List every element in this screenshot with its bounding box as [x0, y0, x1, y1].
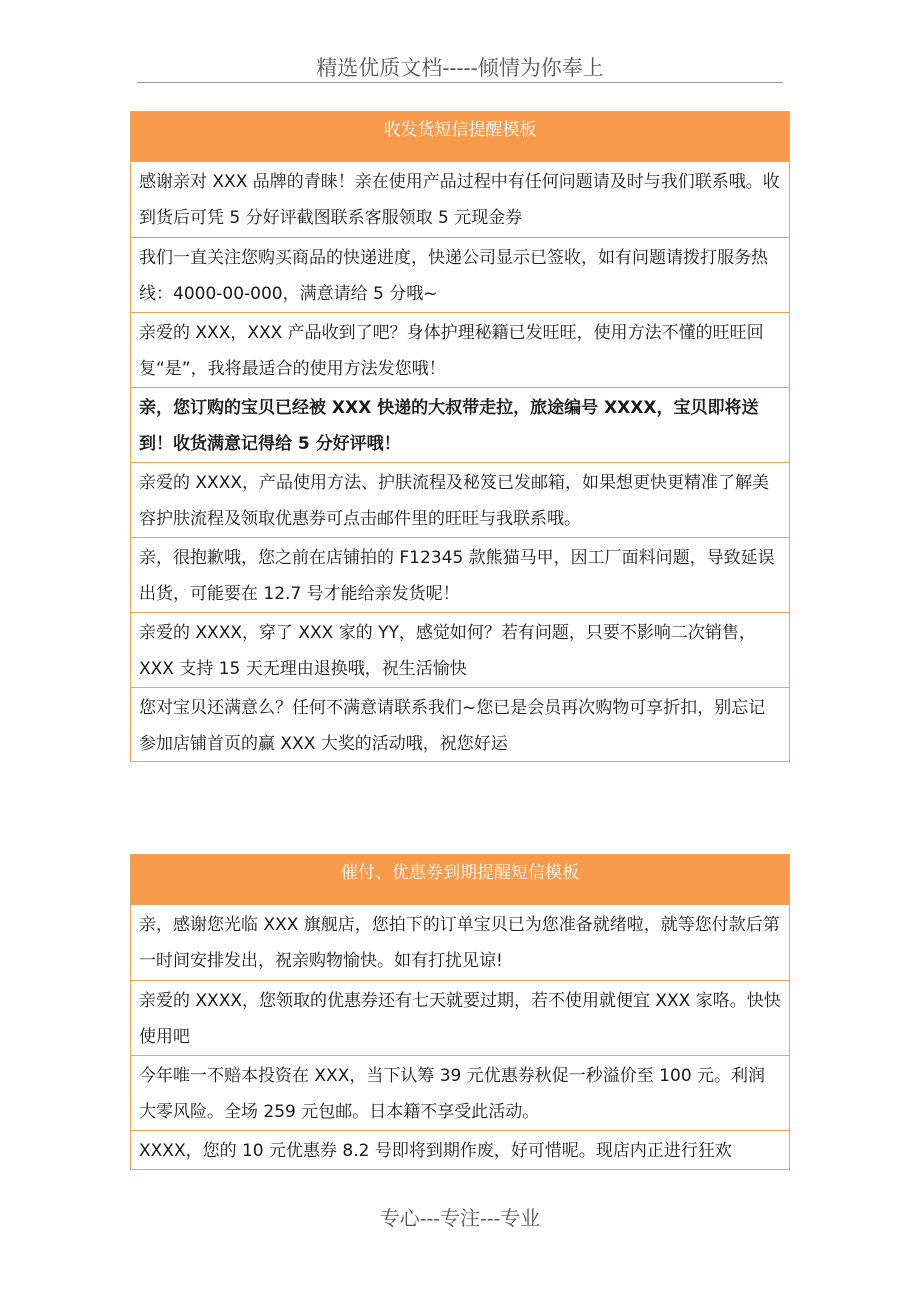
- template-row: 亲爱的 XXXX，穿了 XXX 家的 YY，感觉如何？若有问题，只要不影响二次销售，XXX 支持 15 天无理由退换哦，祝生活愉快: [131, 613, 789, 688]
- template-row: 亲爱的 XXX，XXX 产品收到了吧？身体护理秘籍已发旺旺，使用方法不懂的旺旺回复“是”，我将最适合的使用方法发您哦！: [131, 313, 789, 388]
- payment-coupon-sms-template-table: [130, 854, 790, 1170]
- shipping-sms-template-table: [130, 111, 790, 762]
- table-title: 催付、优惠券到期提醒短信模板: [131, 855, 789, 905]
- page-header: 精选优质文档-----倾情为你奉上: [316, 56, 604, 80]
- template-row: 亲爱的 XXXX，产品使用方法、护肤流程及秘笈已发邮箱，如果想更快更精准了解美容护肤流程及领取优惠券可点击邮件里的旺旺与我联系哦。: [131, 463, 789, 538]
- template-row: 我们一直关注您购买商品的快递进度，快递公司显示已签收，如有问题请拨打服务热线：4000-00-000，满意请给 5 分哦~: [131, 238, 789, 313]
- table-title: 收发货短信提醒模板: [131, 112, 789, 162]
- template-row: 亲，您订购的宝贝已经被 XXX 快递的大叔带走拉，旅途编号 XXXX，宝贝即将送到！收货满意记得给 5 分好评哦！: [131, 388, 789, 463]
- header-divider: [137, 82, 783, 83]
- page-footer: 专心---专注---专业: [379, 1206, 541, 1230]
- template-row: 亲，很抱歉哦，您之前在店铺拍的 F12345 款熊猫马甲，因工厂面料问题，导致延误出货，可能要在 12.7 号才能给亲发货呢！: [131, 538, 789, 613]
- template-row: 亲，感谢您光临 XXX 旗舰店，您拍下的订单宝贝已为您准备就绪啦，就等您付款后第一时间安排发出，祝亲购物愉快。如有打扰见谅!: [131, 905, 789, 981]
- template-row: 您对宝贝还满意么？任何不满意请联系我们~您已是会员再次购物可享折扣，别忘记参加店铺首页的赢 XXX 大奖的活动哦，祝您好运: [139, 698, 766, 754]
- template-row: 感谢亲对 XXX 品牌的青睐！亲在使用产品过程中有任何问题请及时与我们联系哦。收到货后可凭 5 分好评截图联系客服领取 5 元现金券: [131, 162, 789, 238]
- template-row: 今年唯一不赔本投资在 XXX，当下认筹 39 元优惠券秋促一秒溢价至 100 元。利润大零风险。全场 259 元包邮。日本籍不享受此活动。: [131, 1056, 789, 1131]
- template-row: 亲爱的 XXXX，您领取的优惠券还有七天就要过期，若不使用就便宜 XXX 家咯。快快使用吧: [131, 981, 789, 1056]
- template-row: XXXX，您的 10 元优惠券 8.2 号即将到期作废，好可惜呢。现店内正进行狂欢: [139, 1141, 732, 1161]
